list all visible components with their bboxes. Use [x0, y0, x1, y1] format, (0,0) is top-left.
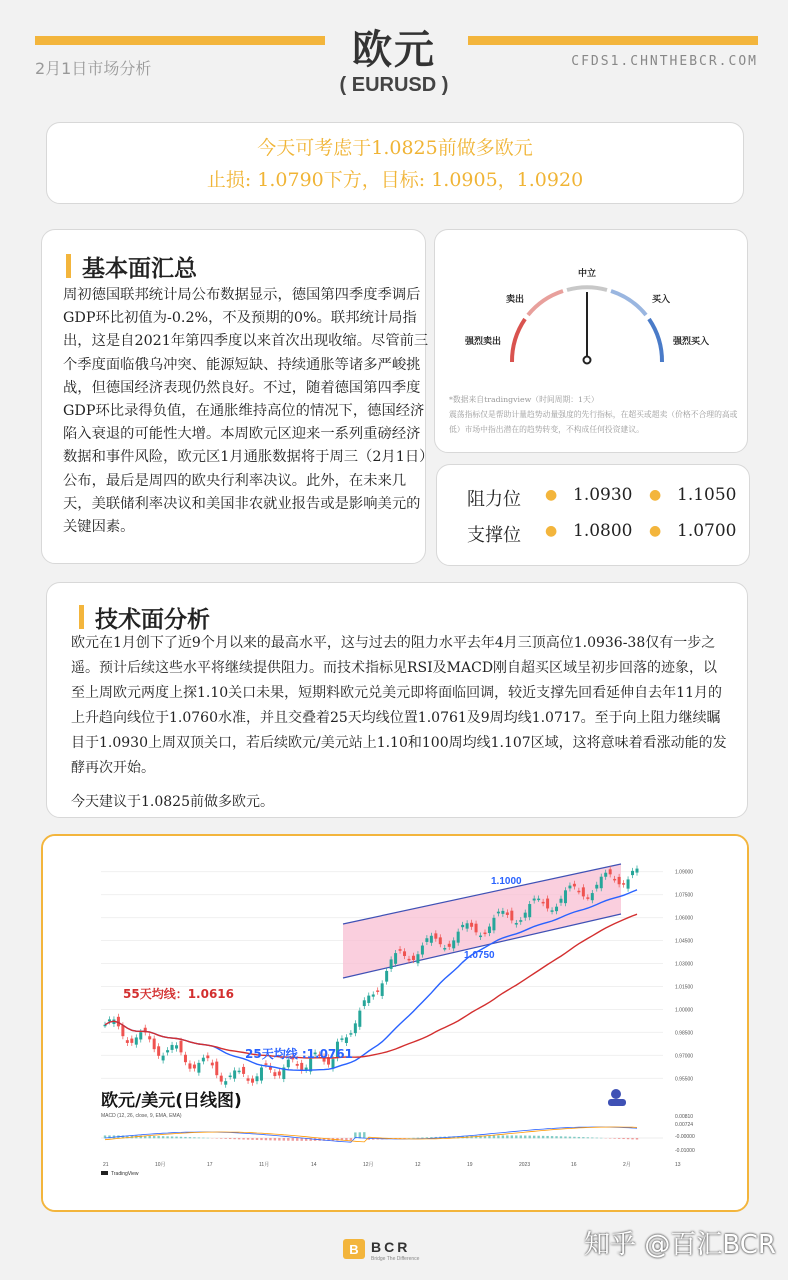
candle-body: [564, 890, 567, 903]
macd-bar: [153, 1136, 155, 1138]
macd-bar: [555, 1136, 557, 1138]
macd-bar: [202, 1138, 204, 1139]
gauge-note: [449, 392, 739, 437]
gauge-label-sell: 卖出: [505, 295, 525, 305]
price-tick-label: 1.09000: [675, 869, 694, 876]
chart-title: 欧元/美元(日线图): [101, 1091, 242, 1111]
candle-body: [264, 1063, 267, 1065]
bullet-icon: ●: [649, 487, 662, 503]
candle-body: [385, 971, 388, 982]
candle-body: [211, 1063, 214, 1066]
macd-bar: [573, 1137, 575, 1139]
candle-body: [528, 904, 531, 917]
macd-bar: [238, 1138, 240, 1139]
macd-bar: [511, 1135, 513, 1138]
x-tick-label: 16: [571, 1162, 577, 1168]
macd-bar: [613, 1138, 615, 1139]
macd-bar: [265, 1138, 267, 1140]
fundamentals-text: 周初德国联邦统计局公布数据显示，德国第四季度季调后GDP环比初值为-0.2%，不及预期的0%。联邦统计局指出，这是自2021年第四季度以来首次出现收缩。尽管前三个季度面临俄乌冲突、能源短缺、持续通胀等诸多严峻挑战，但德国经济表现仍然良好。不过，随着德国第四季度GDP环比录得负值，在通胀维持高位的情况下，德国经济陷入衰退的可能性大增。本周欧元区迎来一系列重磅经济数据和事件风险，欧元区1月通胀数据将于周三（2月1日）公布，最后是周四的欧央行利率决议。此外，在未来几天，美联储利率决议和美国非农就业报告或是影响美元的关键因素。: [63, 287, 429, 536]
candle-body: [193, 1065, 196, 1069]
macd-bar: [274, 1138, 276, 1140]
candle-body: [412, 956, 415, 960]
candle-body: [157, 1046, 160, 1056]
candle-body: [197, 1063, 200, 1073]
macd-bar: [421, 1137, 423, 1138]
candle-body: [582, 887, 585, 896]
candle-body: [408, 959, 411, 961]
candle-body: [153, 1039, 156, 1050]
gauge-arc-neutral: [567, 287, 607, 290]
candle-body: [510, 911, 513, 921]
macd-bar: [560, 1136, 562, 1138]
candle-body: [636, 869, 639, 873]
candle-body: [466, 923, 469, 928]
x-tick-label: 14: [311, 1162, 317, 1168]
technical-heading: 技术面分析: [95, 601, 210, 634]
fundamentals-heading: 基本面汇总: [82, 250, 197, 283]
gauge-label-buy: 买入: [651, 295, 671, 305]
candle-body: [171, 1045, 174, 1050]
macd-bar: [175, 1137, 177, 1139]
annotation-ma55: 55天均线：1.0616: [123, 987, 235, 1001]
candle-body: [492, 918, 495, 931]
macd-bar: [524, 1136, 526, 1139]
macd-bar: [631, 1138, 633, 1139]
macd-bar: [256, 1138, 258, 1140]
candle-body: [390, 959, 393, 968]
x-tick-label: 2月: [623, 1162, 631, 1168]
candle-body: [627, 879, 630, 888]
x-tick-label: 17: [207, 1162, 213, 1168]
x-tick-label: 21: [103, 1162, 109, 1168]
candle-body: [425, 938, 428, 942]
candle-body: [421, 946, 424, 955]
bcr-logo: [343, 1235, 453, 1269]
price-tick-label: 1.04500: [675, 938, 694, 945]
price-tick-label: 0.95500: [675, 1076, 694, 1083]
macd-bar: [193, 1137, 195, 1138]
candle-body: [595, 885, 598, 889]
x-tick-label: 12月: [363, 1162, 374, 1168]
candle-body: [501, 911, 504, 914]
price-chart[interactable]: [43, 836, 747, 1210]
x-tick-label: 2023: [519, 1162, 531, 1168]
candle-body: [108, 1019, 111, 1021]
macd-bar: [596, 1138, 598, 1139]
macd-bar: [546, 1136, 548, 1138]
candle-body: [251, 1079, 254, 1083]
gauge-arc-strong-buy: [649, 319, 662, 362]
gauge-label-strong-buy: 强烈买入: [672, 337, 710, 347]
macd-bar: [247, 1138, 249, 1140]
macd-bar: [564, 1136, 566, 1138]
candle-body: [305, 1068, 308, 1070]
price-tick-label: 0.98500: [675, 1030, 694, 1037]
gauge-label-strong-sell: 强烈卖出: [464, 337, 502, 347]
candle-body: [363, 1000, 366, 1006]
candle-body: [367, 996, 370, 1003]
support-1: 1.0800: [573, 521, 633, 541]
macd-bar: [627, 1138, 629, 1139]
bcr-logo-text: BCR: [371, 1239, 411, 1255]
candle-body: [479, 936, 482, 938]
candle-body: [434, 933, 437, 938]
page-title: 欧元: [352, 27, 436, 73]
macd-bar: [180, 1137, 182, 1139]
candle-body: [229, 1076, 232, 1078]
candle-body: [224, 1081, 227, 1085]
zhihu-watermark: 知乎 @百汇BCR: [584, 1230, 776, 1260]
candle-body: [461, 925, 464, 927]
bullet-icon: ●: [545, 523, 558, 539]
macd-bar: [515, 1135, 517, 1138]
macd-bar: [582, 1137, 584, 1138]
technical-card: [46, 582, 748, 818]
candle-body: [273, 1072, 276, 1076]
candle-body: [470, 923, 473, 927]
macd-bar: [493, 1135, 495, 1138]
candle-body: [180, 1041, 183, 1053]
candle-body: [247, 1078, 250, 1080]
macd-bar: [520, 1135, 522, 1138]
svg-text:B: B: [349, 1242, 359, 1257]
candle-body: [416, 954, 419, 963]
candle-body: [622, 883, 625, 885]
candle-body: [618, 877, 621, 884]
x-tick-label: 13: [675, 1162, 681, 1168]
candle-body: [184, 1055, 187, 1062]
site-url[interactable]: CFDS1.CHNTHEBCR.COM: [571, 54, 758, 69]
macd-bar: [184, 1137, 186, 1138]
macd-bar: [417, 1138, 419, 1139]
annotation-1-0750: 1.0750: [464, 950, 495, 961]
x-tick-label: 19: [467, 1162, 473, 1168]
macd-tick-label: -0.01000: [675, 1148, 695, 1154]
candle-body: [631, 871, 634, 875]
candle-body: [448, 944, 451, 947]
candle-body: [537, 899, 540, 901]
macd-bar: [162, 1136, 164, 1138]
price-tick-label: 1.06000: [675, 915, 694, 922]
price-tick-label: 1.00000: [675, 1007, 694, 1014]
candle-body: [296, 1064, 299, 1066]
macd-bar: [242, 1138, 244, 1140]
candle-body: [475, 924, 478, 933]
macd-bar: [551, 1136, 553, 1138]
candle-body: [354, 1023, 357, 1033]
macd-bar: [569, 1137, 571, 1139]
macd-bar: [233, 1138, 235, 1139]
macd-bar: [287, 1138, 289, 1141]
candle-body: [568, 886, 571, 889]
candle-body: [506, 912, 509, 915]
candle-body: [546, 899, 549, 909]
candle-body: [340, 1038, 343, 1040]
candle-body: [372, 994, 375, 996]
gauge-arc-strong-sell: [512, 319, 525, 362]
macd-bar: [622, 1138, 624, 1139]
page-subtitle: ( EURUSD ): [339, 74, 449, 96]
annotation-1-1000: 1.1000: [491, 876, 522, 887]
candle-body: [175, 1045, 178, 1048]
advice-line-2: 止损: 1.0790下方，目标: 1.0905，1.0920: [206, 169, 584, 191]
macd-bar: [578, 1137, 580, 1138]
x-tick-label: 12: [415, 1162, 421, 1168]
candle-body: [551, 910, 554, 912]
candle-body: [215, 1062, 218, 1076]
candle-body: [600, 877, 603, 888]
resistance-label: 阻力位: [467, 489, 521, 510]
macd-bar: [269, 1138, 271, 1140]
price-tick-label: 1.03000: [675, 961, 694, 968]
price-tick-label: 1.01500: [675, 984, 694, 991]
price-chart-card: [41, 834, 749, 1212]
gauge-disclaimer: 震荡指标仅是帮助计量趋势动量强度的先行指标，在超买或超卖（价格不合理的高或低）市场中指出潜在的趋势转变，不构成任何投资建议。: [449, 410, 738, 434]
candle-body: [233, 1070, 236, 1078]
gauge-label-neutral: 中立: [577, 269, 597, 279]
macd-bar: [166, 1136, 168, 1138]
support-2: 1.0700: [677, 521, 737, 541]
candle-body: [452, 940, 455, 948]
candle-body: [439, 937, 442, 944]
candle-body: [202, 1058, 205, 1062]
macd-bar: [229, 1138, 231, 1139]
macd-bar: [533, 1136, 535, 1139]
candle-body: [358, 1011, 361, 1027]
bullet-icon: ●: [545, 487, 558, 503]
support-label: 支撑位: [467, 525, 521, 546]
macd-bar: [171, 1136, 173, 1138]
macd-bar: [363, 1132, 365, 1138]
candle-body: [533, 899, 536, 901]
candle-body: [484, 933, 487, 935]
candle-body: [524, 913, 527, 918]
candle-body: [519, 920, 522, 922]
candle-body: [394, 953, 397, 964]
candle-body: [609, 869, 612, 874]
candle-body: [515, 923, 518, 925]
candle-body: [349, 1033, 352, 1035]
candle-body: [126, 1040, 129, 1043]
macd-bar: [251, 1138, 253, 1140]
sentiment-gauge: [435, 230, 747, 390]
candle-body: [604, 873, 607, 877]
candle-body: [139, 1032, 142, 1039]
macd-bar: [587, 1137, 589, 1138]
candle-body: [148, 1036, 151, 1039]
fundamentals-card: [41, 229, 429, 564]
candle-body: [488, 927, 491, 933]
candle-body: [376, 990, 379, 992]
gauge-pivot: [584, 357, 591, 364]
macd-bar: [225, 1138, 227, 1139]
macd-bar: [278, 1138, 280, 1141]
macd-bar: [296, 1138, 298, 1141]
candle-body: [278, 1072, 281, 1076]
bullet-icon: ●: [649, 523, 662, 539]
macd-bar: [350, 1138, 352, 1140]
bcr-tagline: Bridge The Difference: [371, 1256, 420, 1262]
gauge-arc-buy: [611, 291, 646, 315]
candle-body: [613, 879, 616, 881]
candle-body: [166, 1050, 169, 1052]
candle-body: [542, 902, 545, 904]
candle-body: [381, 983, 384, 996]
candle-body: [560, 899, 563, 903]
candle-body: [220, 1076, 223, 1082]
candle-body: [577, 891, 580, 893]
candle-body: [188, 1063, 191, 1068]
price-tick-label: 1.07500: [675, 892, 694, 899]
candle-body: [121, 1025, 124, 1036]
macd-tick-label: 0.00724: [675, 1122, 694, 1128]
candle-body: [457, 932, 460, 943]
sentiment-gauge-card: [434, 229, 748, 453]
candle-body: [130, 1039, 133, 1043]
resistance-2: 1.1050: [677, 485, 737, 505]
candle-body: [403, 951, 406, 956]
macd-bar: [198, 1137, 200, 1138]
candle-body: [399, 949, 402, 951]
macd-bar: [537, 1136, 539, 1139]
technical-recommendation: 今天建议于1.0825前做多欧元。: [71, 794, 274, 810]
resistance-1: 1.0930: [573, 485, 633, 505]
macd-bar: [529, 1136, 531, 1139]
candle-body: [443, 948, 446, 950]
key-levels-card: [436, 464, 750, 566]
candle-body: [573, 884, 576, 887]
x-tick-label: 11月: [259, 1162, 270, 1168]
candle-body: [555, 907, 558, 911]
gauge-arc-sell: [528, 291, 563, 315]
macd-indicator-label: MACD (12, 26, close, 9, EMA, EMA): [101, 1113, 182, 1119]
candle-body: [242, 1067, 245, 1074]
macd-bar: [283, 1138, 285, 1141]
candle-body: [430, 936, 433, 943]
macd-bar: [506, 1135, 508, 1138]
gauge-source: *数据来自tradingview（时间周期：1天）: [449, 395, 599, 404]
candle-body: [206, 1055, 209, 1058]
candle-body: [260, 1067, 263, 1080]
candle-body: [300, 1063, 303, 1071]
x-tick-label: 10月: [155, 1162, 166, 1168]
candle-body: [238, 1071, 241, 1073]
macd-bar: [591, 1137, 593, 1138]
macd-tick-label: -0.00000: [675, 1134, 695, 1140]
advice-line-1: 今天可考虑于1.0825前做多欧元: [257, 137, 533, 159]
candle-body: [586, 897, 589, 899]
macd-bar: [497, 1135, 499, 1138]
macd-tick-label: 0.00810: [675, 1114, 694, 1120]
macd-bar: [149, 1136, 151, 1138]
macd-bar: [220, 1138, 222, 1139]
macd-bar: [542, 1136, 544, 1138]
candle-body: [591, 893, 594, 900]
candle-body: [345, 1037, 348, 1043]
macd-bar: [189, 1137, 191, 1138]
candle-body: [135, 1037, 138, 1044]
svg-text:TradingView: TradingView: [111, 1171, 139, 1177]
macd-bar: [502, 1135, 504, 1138]
candle-body: [497, 912, 500, 914]
macd-bar: [157, 1136, 159, 1138]
candle-body: [162, 1056, 165, 1061]
macd-bar: [636, 1138, 638, 1140]
technical-text: 欧元在1月创下了近9个月以来的最高水平，这与过去的阻力水平去年4月三顶高位1.0936-38仅有一步之遥。预计后续这些水平将继续提供阻力。而技术指标见RSI及MACD刚自超买区域呈初步回落的迹象，以至上周欧元两度上探1.10关口未果，短期料欧元兑美元即将面临回调，较近支撑先回看延伸自去年11月的上升趋向线位于1.0760水准，并且交叠着25天均线位置1.0761及9周均线1.0717。至于向上阻力继续瞩目于1.0930上周双顶关口，若后续欧元/美元站上1.10和100周均线1.107区域，这将意味着看涨动能的发酵再次开始。: [71, 635, 727, 776]
analysis-date: 2月1日市场分析: [35, 59, 152, 78]
price-tick-label: 0.97000: [675, 1053, 694, 1060]
trade-advice-card: [46, 122, 744, 204]
candle-body: [256, 1076, 259, 1081]
macd-bar: [618, 1138, 620, 1139]
macd-bar: [292, 1138, 294, 1141]
macd-bar: [260, 1138, 262, 1140]
annotation-ma25: 25天均线 :1.0761: [245, 1047, 353, 1061]
